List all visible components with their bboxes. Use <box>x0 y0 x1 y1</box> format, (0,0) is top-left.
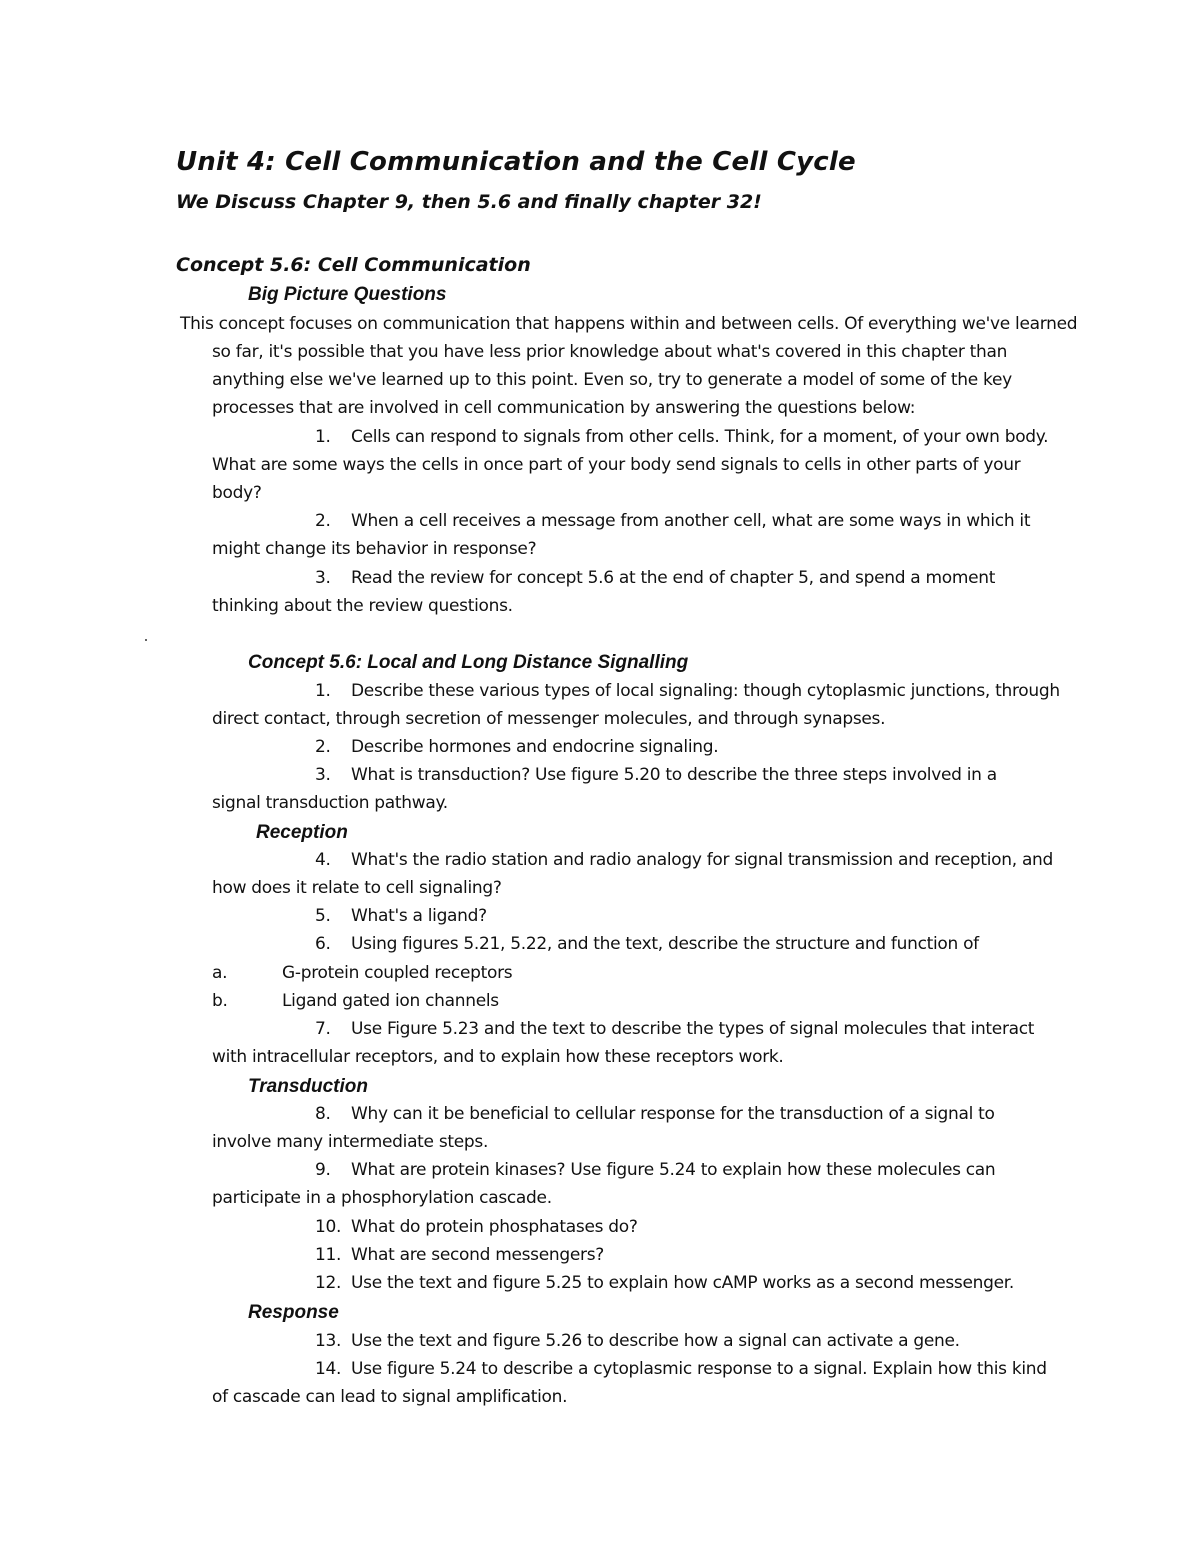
question-item <box>315 1273 1014 1293</box>
question-number: 6. <box>315 934 331 954</box>
question-text: What do protein phosphatases do? <box>351 1217 638 1237</box>
question-item <box>315 906 487 926</box>
question-text: Use the text and figure 5.26 to describe how a signal can activate a gene. <box>351 1331 960 1351</box>
response-heading: Response <box>248 1302 339 1323</box>
question-item <box>315 1217 638 1237</box>
stray-dot <box>145 639 147 641</box>
question-text-continued: with intracellular receptors, and to explain how these receptors work. <box>212 1047 784 1067</box>
question-item <box>315 681 1060 701</box>
sub-item-letter: b. <box>212 991 228 1011</box>
sub-item-text: G-protein coupled receptors <box>282 963 513 983</box>
question-text: Using figures 5.21, 5.22, and the text, describe the structure and function of <box>351 934 979 954</box>
question-text: Cells can respond to signals from other cells. Think, for a moment, of your own body. <box>351 427 1049 447</box>
question-text: Use figure 5.24 to describe a cytoplasmic response to a signal. Explain how this kind <box>351 1359 1047 1379</box>
question-number: 11. <box>315 1245 342 1265</box>
question-text: What are second messengers? <box>351 1245 604 1265</box>
intro-line: processes that are involved in cell communication by answering the questions below: <box>212 398 916 418</box>
concept-heading-cell-communication: Concept 5.6: Cell Communication <box>176 254 531 276</box>
question-item <box>315 1160 995 1180</box>
page-title: Unit 4: Cell Communication and the Cell Cycle <box>176 147 856 177</box>
sub-item-letter: a. <box>212 963 228 983</box>
intro-line: so far, it's possible that you have less prior knowledge about what's covered in this chapter than <box>212 342 1008 362</box>
question-number: 3. <box>315 568 331 588</box>
question-text: Describe hormones and endocrine signaling. <box>351 737 719 757</box>
question-item <box>315 1019 1034 1039</box>
question-item <box>315 934 979 954</box>
question-item <box>315 737 718 757</box>
question-item <box>315 1331 960 1351</box>
question-text-continued: direct contact, through secretion of messenger molecules, and through synapses. <box>212 709 886 729</box>
question-number: 8. <box>315 1104 331 1124</box>
question-number: 12. <box>315 1273 342 1293</box>
question-text-continued: might change its behavior in response? <box>212 539 537 559</box>
question-text-continued: participate in a phosphorylation cascade. <box>212 1188 552 1208</box>
big-picture-heading: Big Picture Questions <box>248 284 447 305</box>
question-item <box>315 511 1030 531</box>
question-number: 13. <box>315 1331 342 1351</box>
question-text: Describe these various types of local signaling: though cytoplasmic junctions, through <box>351 681 1060 701</box>
question-number: 7. <box>315 1019 331 1039</box>
question-text-continued: involve many intermediate steps. <box>212 1132 489 1152</box>
page-subtitle: We Discuss Chapter 9, then 5.6 and finally chapter 32! <box>176 191 762 213</box>
question-text-continued: What are some ways the cells in once part of your body send signals to cells in other parts of your <box>212 455 1021 475</box>
concept-heading-signalling: Concept 5.6: Local and Long Distance Signalling <box>248 652 689 673</box>
question-text: What's a ligand? <box>351 906 487 926</box>
question-number: 5. <box>315 906 331 926</box>
question-number: 4. <box>315 850 331 870</box>
question-item <box>315 1104 995 1124</box>
intro-line: This concept focuses on communication that happens within and between cells. Of everything we've learned <box>180 314 1078 334</box>
sub-item-text: Ligand gated ion channels <box>282 991 499 1011</box>
reception-heading: Reception <box>256 822 348 843</box>
question-number: 2. <box>315 511 331 531</box>
question-number: 14. <box>315 1359 342 1379</box>
question-text-continued: of cascade can lead to signal amplification. <box>212 1387 568 1407</box>
question-number: 9. <box>315 1160 331 1180</box>
question-text-continued: how does it relate to cell signaling? <box>212 878 502 898</box>
question-text: What's the radio station and radio analogy for signal transmission and reception, and <box>351 850 1054 870</box>
question-item <box>315 427 1048 447</box>
question-item <box>315 850 1053 870</box>
question-item <box>315 1245 604 1265</box>
question-number: 1. <box>315 681 331 701</box>
question-text: Why can it be beneficial to cellular response for the transduction of a signal to <box>351 1104 995 1124</box>
question-item <box>315 765 997 785</box>
question-number: 2. <box>315 737 331 757</box>
question-number: 10. <box>315 1217 342 1237</box>
question-text: What is transduction? Use figure 5.20 to describe the three steps involved in a <box>351 765 997 785</box>
transduction-heading: Transduction <box>248 1076 368 1097</box>
question-item <box>315 568 995 588</box>
question-number: 1. <box>315 427 331 447</box>
question-text-continued: signal transduction pathway. <box>212 793 448 813</box>
question-number: 3. <box>315 765 331 785</box>
question-text: Read the review for concept 5.6 at the end of chapter 5, and spend a moment <box>351 568 996 588</box>
question-item <box>315 1359 1047 1379</box>
question-text-continued: body? <box>212 483 262 503</box>
intro-line: anything else we've learned up to this point. Even so, try to generate a model of some of the key <box>212 370 1012 390</box>
question-text: When a cell receives a message from another cell, what are some ways in which it <box>351 511 1031 531</box>
question-text: Use Figure 5.23 and the text to describe the types of signal molecules that interact <box>351 1019 1035 1039</box>
question-text: What are protein kinases? Use figure 5.24 to explain how these molecules can <box>351 1160 996 1180</box>
question-text: Use the text and figure 5.25 to explain how cAMP works as a second messenger. <box>351 1273 1015 1293</box>
question-text-continued: thinking about the review questions. <box>212 596 513 616</box>
